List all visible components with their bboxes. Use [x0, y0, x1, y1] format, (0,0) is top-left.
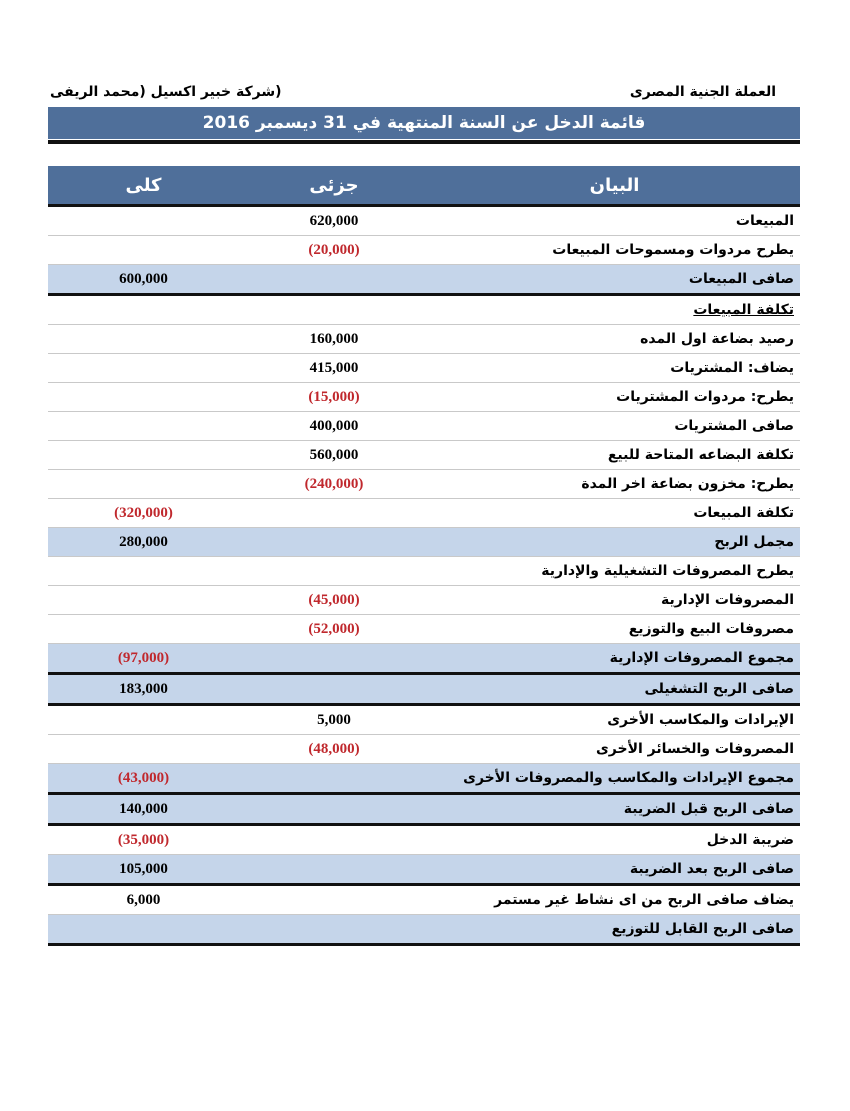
row-description: صافى الربح القابل للتوزيع — [429, 915, 800, 945]
table-row — [48, 499, 800, 528]
row-description: يطرح: مخزون بضاعة اخر المدة — [429, 470, 800, 499]
row-description: المصروفات والخسائر الأخرى — [429, 735, 800, 764]
row-total-amount: 105,000 — [48, 855, 239, 885]
row-total-amount: (35,000) — [48, 825, 239, 855]
row-description: مجموع المصروفات الإدارية — [429, 644, 800, 674]
row-partial-amount — [239, 794, 429, 825]
row-description: صافى المبيعات — [429, 265, 800, 295]
row-partial-amount — [239, 265, 429, 295]
row-total-amount — [48, 915, 239, 945]
row-partial-amount — [239, 764, 429, 794]
row-total-amount — [48, 206, 239, 236]
row-description: تكلفة المبيعات — [429, 295, 800, 325]
row-total-amount: 600,000 — [48, 265, 239, 295]
table-row — [48, 674, 800, 705]
row-partial-amount: 160,000 — [239, 325, 429, 354]
row-partial-amount — [239, 885, 429, 915]
row-description: تكلفة المبيعات — [429, 499, 800, 528]
row-description: المبيعات — [429, 206, 800, 236]
row-partial-amount: 400,000 — [239, 412, 429, 441]
table-row — [48, 705, 800, 735]
table-row — [48, 615, 800, 644]
row-description: ضريبة الدخل — [429, 825, 800, 855]
row-total-amount — [48, 705, 239, 735]
row-description: صافى الربح التشغيلى — [429, 674, 800, 705]
row-partial-amount — [239, 855, 429, 885]
row-partial-amount: 415,000 — [239, 354, 429, 383]
title-underline — [48, 140, 800, 144]
row-total-amount: 183,000 — [48, 674, 239, 705]
row-partial-amount — [239, 644, 429, 674]
row-partial-amount: (45,000) — [239, 586, 429, 615]
table-row — [48, 644, 800, 674]
row-partial-amount: (48,000) — [239, 735, 429, 764]
row-description: يضاف: المشتريات — [429, 354, 800, 383]
row-total-amount — [48, 236, 239, 265]
table-row — [48, 528, 800, 557]
row-total-amount: (43,000) — [48, 764, 239, 794]
row-total-amount — [48, 325, 239, 354]
row-description: صافى الربح بعد الضريبة — [429, 855, 800, 885]
table-row — [48, 735, 800, 764]
row-total-amount — [48, 354, 239, 383]
row-total-amount — [48, 295, 239, 325]
document-header — [48, 84, 800, 104]
row-total-amount — [48, 586, 239, 615]
table-row — [48, 557, 800, 586]
row-partial-amount: (15,000) — [239, 383, 429, 412]
row-description: يطرح المصروفات التشغيلية والإدارية — [429, 557, 800, 586]
row-partial-amount: (52,000) — [239, 615, 429, 644]
table-row — [48, 325, 800, 354]
table-row — [48, 794, 800, 825]
row-total-amount — [48, 383, 239, 412]
table-row — [48, 885, 800, 915]
row-total-amount — [48, 735, 239, 764]
row-partial-amount — [239, 557, 429, 586]
table-row — [48, 470, 800, 499]
row-total-amount — [48, 412, 239, 441]
row-description: المصروفات الإدارية — [429, 586, 800, 615]
row-description: مجموع الإيرادات والمكاسب والمصروفات الأخرى — [429, 764, 800, 794]
table-row — [48, 412, 800, 441]
row-description: صافى المشتريات — [429, 412, 800, 441]
row-partial-amount: (20,000) — [239, 236, 429, 265]
statement-title: قائمة الدخل عن السنة المنتهية في 31 ديسمبر 2016 — [48, 107, 800, 139]
table-row — [48, 354, 800, 383]
column-header-total: كلى — [48, 166, 239, 206]
column-header-partial: جزئى — [239, 166, 429, 206]
row-partial-amount — [239, 825, 429, 855]
row-description: تكلفة البضاعه المتاحة للبيع — [429, 441, 800, 470]
row-partial-amount: (240,000) — [239, 470, 429, 499]
table-row — [48, 265, 800, 295]
row-description: صافى الربح قبل الضريبة — [429, 794, 800, 825]
row-description: مجمل الربح — [429, 528, 800, 557]
row-partial-amount — [239, 295, 429, 325]
table-row — [48, 383, 800, 412]
row-partial-amount — [239, 915, 429, 945]
table-row — [48, 915, 800, 945]
currency-label: العملة الجنية المصرى — [629, 84, 776, 100]
table-row — [48, 236, 800, 265]
row-description: الإيرادات والمكاسب الأخرى — [429, 705, 800, 735]
row-total-amount — [48, 470, 239, 499]
row-description: يطرح: مردوات المشتريات — [429, 383, 800, 412]
row-description: يطرح مردوات ومسموحات المبيعات — [429, 236, 800, 265]
row-total-amount — [48, 615, 239, 644]
row-total-amount: 140,000 — [48, 794, 239, 825]
row-partial-amount: 620,000 — [239, 206, 429, 236]
table-row — [48, 764, 800, 794]
company-name: (شركة خبير اكسيل (محمد الريفى — [50, 84, 282, 100]
row-partial-amount: 560,000 — [239, 441, 429, 470]
table-row — [48, 441, 800, 470]
table-row — [48, 295, 800, 325]
row-total-amount: 280,000 — [48, 528, 239, 557]
row-total-amount: (320,000) — [48, 499, 239, 528]
row-total-amount — [48, 441, 239, 470]
column-header-description: البيان — [429, 166, 800, 206]
row-partial-amount — [239, 674, 429, 705]
table-row — [48, 855, 800, 885]
row-description: مصروفات البيع والتوزيع — [429, 615, 800, 644]
row-partial-amount — [239, 528, 429, 557]
row-total-amount: (97,000) — [48, 644, 239, 674]
table-row — [48, 825, 800, 855]
row-total-amount: 6,000 — [48, 885, 239, 915]
row-description: يضاف صافى الربح من اى نشاط غير مستمر — [429, 885, 800, 915]
row-total-amount — [48, 557, 239, 586]
row-partial-amount: 5,000 — [239, 705, 429, 735]
income-statement-table — [48, 166, 800, 946]
row-description: رصيد بضاعة اول المده — [429, 325, 800, 354]
row-partial-amount — [239, 499, 429, 528]
table-header-row — [48, 166, 800, 206]
table-row — [48, 206, 800, 236]
table-row — [48, 586, 800, 615]
